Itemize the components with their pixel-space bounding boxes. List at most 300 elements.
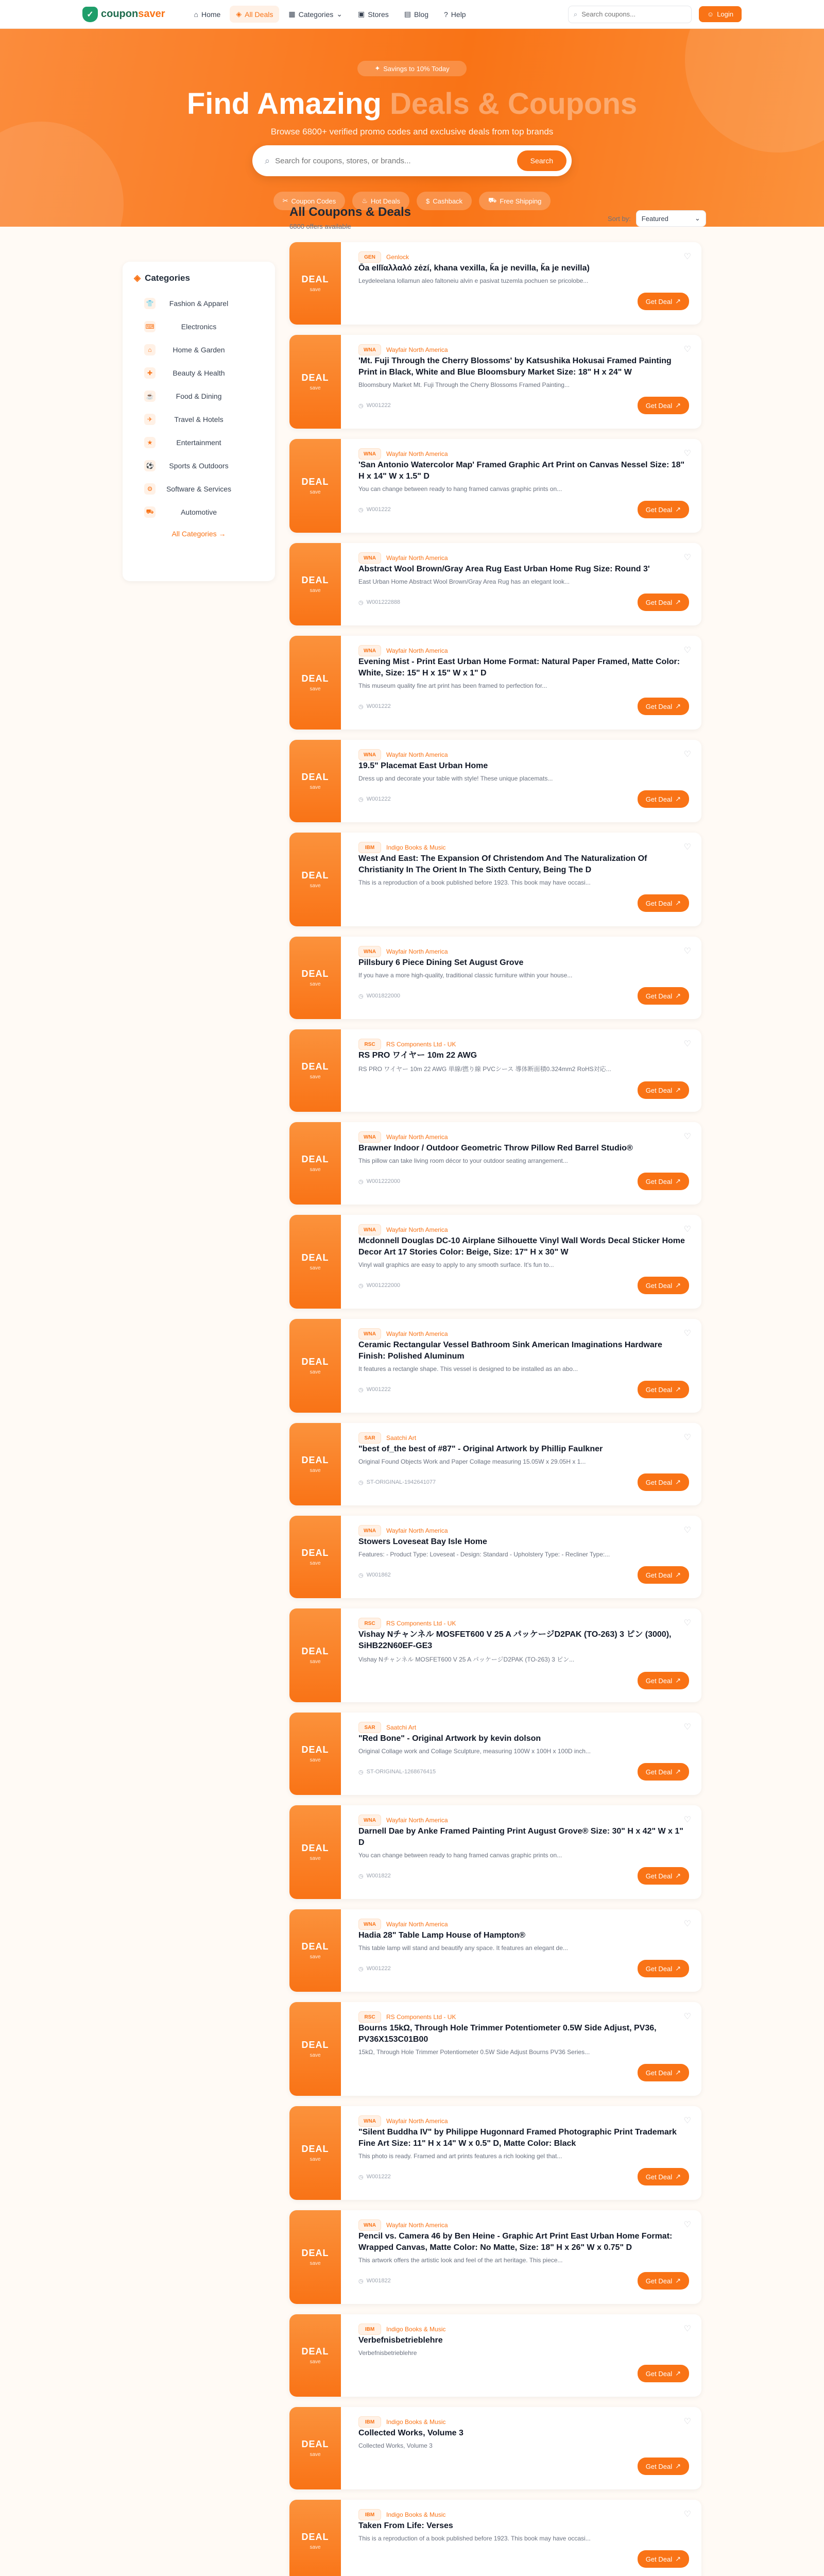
deal-badge [289,2500,341,2576]
store-name-link[interactable]: Wayfair North America [386,1817,448,1824]
deal-code [358,1386,391,1393]
clock-icon: ◷ [358,1873,364,1879]
sidebar-item-category[interactable] [134,292,264,315]
store-name-link[interactable]: Wayfair North America [386,948,448,955]
store-row [358,1618,689,1629]
external-link-icon: ↗ [675,2555,681,2563]
home-icon: ⌂ [194,10,198,19]
store-name-link[interactable]: Indigo Books & Music [386,2511,446,2518]
deal-footer [358,2064,689,2081]
store-row [358,1815,689,1826]
nav-link-label: Stores [368,10,389,19]
sidebar-item-category[interactable] [134,477,264,500]
shield-logo-icon: ✓ [82,7,98,22]
deal-badge [289,1319,341,1413]
heart-icon[interactable]: ♡ [683,2510,691,2519]
heart-icon[interactable]: ♡ [683,2325,691,2333]
deal-card [289,2002,701,2096]
hero-title-main: Find Amazing [186,87,382,121]
deal-title[interactable]: Abstract Wool Brown/Gray Area Rug East Urban Home Rug Size: Round 3' [358,565,650,573]
all-categories-link[interactable]: All Categories → [171,530,226,538]
deal-description: This pillow can take living room décor to your outdoor seating arrangement... [358,1157,568,1164]
deal-badge [289,2314,341,2397]
store-logo: WNA [358,749,381,760]
sort-select[interactable] [636,210,706,227]
get-deal-button[interactable] [638,293,689,310]
deal-title[interactable]: Verbefnisbetrieblehre [358,2336,443,2345]
category-icon: ⚙ [144,483,156,495]
deal-label: DEAL [301,772,329,782]
deal-badge [289,335,341,429]
category-label: Electronics [181,322,217,331]
deal-badge [289,242,341,325]
deal-label: DEAL [301,1843,329,1853]
deal-description: Vinyl wall graphics are easy to apply to any smooth surface. It's fun to... [358,1261,554,1268]
get-deal-label: Get Deal [645,899,673,907]
get-deal-button[interactable] [638,1081,689,1099]
sidebar-item-category[interactable] [134,338,264,361]
deal-card [289,1215,701,1309]
deal-code [358,796,391,803]
get-deal-button[interactable] [638,790,689,808]
clock-icon: ◷ [358,1386,364,1393]
deal-title[interactable]: Bourns 15kΩ, Through Hole Trimmer Potentiometer 0.5W Side Adjust, PV36, PV36X153C01B00 [358,2024,657,2044]
hero-title-accent: Deals & Coupons [390,87,638,121]
store-name-link[interactable]: Indigo Books & Music [386,844,446,851]
deal-footer [358,397,689,414]
deal-footer [358,1173,689,1190]
store-name-link[interactable]: Saatchi Art [386,1724,417,1731]
heart-icon[interactable]: ♡ [683,1920,691,1928]
deal-card [289,1423,701,1505]
heart-icon[interactable]: ♡ [683,646,691,655]
heart-icon[interactable]: ♡ [683,345,691,354]
deal-label: DEAL [301,2346,329,2357]
deal-sub: save [310,2452,321,2458]
sidebar-item-category[interactable] [134,408,264,431]
store-row [358,1432,689,1444]
store-row [358,344,689,355]
store-logo: SAR [358,1432,381,1444]
deal-sub: save [310,785,321,790]
heart-icon[interactable]: ♡ [683,2221,691,2229]
deal-title[interactable]: Ōa ellĭαλλαλό zėzí, khana vexilla, ǩa je nevilla, ǩa je nevilla) [358,264,590,273]
clock-icon: ◷ [358,599,364,606]
heart-icon[interactable]: ♡ [683,252,691,261]
clock-icon: ◷ [358,1178,364,1185]
store-logo: WNA [358,2115,381,2127]
deal-footer [358,1867,689,1885]
hero-decor-circle [0,122,124,227]
hero-pill[interactable] [417,192,472,210]
heart-icon[interactable]: ♡ [683,1619,691,1628]
external-link-icon: ↗ [675,1872,681,1879]
store-name-link[interactable]: Genlock [386,253,409,261]
store-logo: RSC [358,2011,381,2023]
hero-badge [357,61,467,76]
store-row [358,2416,689,2428]
deal-footer [358,698,689,715]
deal-sub: save [310,2545,321,2550]
heart-icon[interactable]: ♡ [683,1526,691,1535]
nav-search-box[interactable] [568,6,692,23]
deal-title[interactable]: 19.5" Placemat East Urban Home [358,761,488,770]
get-deal-button[interactable] [638,2168,689,2185]
get-deal-button[interactable] [638,698,689,715]
deal-code [358,1572,391,1579]
external-link-icon: ↗ [675,1177,681,1185]
deal-description: You can change between ready to hang framed canvas graphic prints on... [358,1852,562,1859]
nav-link-blog[interactable] [398,6,435,23]
sort-value: Featured [641,214,668,223]
deal-code-text: W001222000 [366,1178,401,1184]
deal-description: This photo is ready. Framed and art prints features a rich looking gel that... [358,2153,562,2160]
get-deal-button[interactable] [638,2458,689,2475]
deal-description: Bloomsbury Market Mt. Fuji Through the Cherry Blossoms Framed Painting... [358,381,570,388]
deal-title[interactable]: Stowers Loveseat Bay Isle Home [358,1537,487,1546]
get-deal-button[interactable] [638,1763,689,1781]
store-name-link[interactable]: Wayfair North America [386,346,448,353]
store-name-link[interactable]: RS Components Ltd - UK [386,2013,456,2021]
deal-card-body [341,439,701,533]
store-name-link[interactable]: Saatchi Art [386,1434,417,1442]
store-name-link[interactable]: Indigo Books & Music [386,2326,446,2333]
nav-link-categories[interactable] [282,6,349,23]
get-deal-button[interactable] [638,1173,689,1190]
get-deal-label: Get Deal [645,2069,673,2077]
clock-icon: ◷ [358,506,364,513]
get-deal-button[interactable] [638,2272,689,2290]
clock-icon: ◷ [358,1769,364,1775]
sidebar-item-category[interactable] [134,315,264,338]
list-title: All Coupons & Deals [289,205,411,219]
external-link-icon: ↗ [675,2462,681,2470]
category-icon: ✚ [144,367,156,379]
get-deal-label: Get Deal [645,2462,673,2470]
sparkle-icon: ✦ [374,64,381,72]
deal-sub: save [310,1757,321,1763]
store-name-link[interactable]: Wayfair North America [386,2117,448,2125]
category-icon: ⚽ [144,460,156,471]
external-link-icon: ↗ [675,1964,681,1972]
hero-search-input[interactable] [275,157,512,165]
deal-code-text: W001222 [366,2174,391,2180]
get-deal-button[interactable] [638,594,689,611]
deal-sub: save [310,981,321,987]
tag-icon: ◈ [134,273,141,283]
store-logo: WNA [358,1131,381,1143]
store-row [358,842,689,853]
deal-title[interactable]: "Red Bone" - Original Artwork by kevin dolson [358,1734,541,1743]
sidebar-item-category[interactable] [134,500,264,523]
store-name-link[interactable]: Wayfair North America [386,751,448,758]
deal-description: You can change between ready to hang framed canvas graphic prints on... [358,485,562,493]
category-list [134,292,264,523]
store-name-link[interactable]: Wayfair North America [386,1226,448,1233]
store-row [358,2509,689,2520]
deal-label: DEAL [301,1941,329,1952]
deal-description: It features a rectangle shape. This vessel is designed to be installed as an abo... [358,1365,578,1372]
get-deal-label: Get Deal [645,1385,673,1394]
deal-code [358,1965,391,1972]
deal-card-body [341,2407,701,2489]
fire-icon: ♨ [362,197,368,205]
hero-filter-pills [0,192,824,210]
deal-card [289,2407,701,2489]
get-deal-button[interactable] [638,894,689,912]
deal-cards [289,242,701,2576]
deal-title[interactable]: Mcdonnell Douglas DC-10 Airplane Silhouette Vinyl Wall Words Decal Sticker Home Decor Art 17 Stories Color: Beige, Size: 17" H x 30" W [358,1236,685,1257]
deal-title[interactable]: "Silent Buddha IV" by Philippe Hugonnard Framed Photographic Print Trademark Fine Art Size: 11" H x 14" W x 0.5" D, Matte Color: Black [358,2128,677,2148]
deal-label: DEAL [301,1455,329,1465]
deal-description: 15kΩ, Through Hole Trimmer Potentiometer 0.5W Side Adjust Bourns PV36 Series... [358,2048,590,2056]
get-deal-label: Get Deal [645,2555,673,2563]
login-button[interactable] [699,6,742,22]
store-name-link[interactable]: Wayfair North America [386,450,448,457]
heart-icon[interactable]: ♡ [683,1329,691,1338]
store-logo: GEN [358,251,381,263]
get-deal-button[interactable] [638,1566,689,1584]
external-link-icon: ↗ [675,1768,681,1775]
get-deal-button[interactable] [638,1277,689,1294]
heart-icon[interactable]: ♡ [683,449,691,458]
nav-link-stores[interactable] [352,6,395,23]
deal-title[interactable]: "best of_the best of #87" - Original Artwork by Phillip Faulkner [358,1445,603,1453]
store-row [358,1525,689,1536]
store-name-link[interactable]: Indigo Books & Music [386,2418,446,2426]
heart-icon[interactable]: ♡ [683,1040,691,1048]
deal-title[interactable]: Evening Mist - Print East Urban Home Format: Natural Paper Framed, Matte Color: White, Size: 15" H x 15" W x 1" D [358,657,680,677]
deal-title[interactable]: Hadia 28" Table Lamp House of Hampton® [358,1931,526,1940]
sidebar-item-category[interactable] [134,361,264,384]
deal-title[interactable]: Pillsbury 6 Piece Dining Set August Grove [358,958,524,967]
deal-title[interactable]: 'Mt. Fuji Through the Cherry Blossoms' by Katsushika Hokusai Framed Painting Print in Black, White and Blue Bloomsbury Market Size: 18" H x 24" W [358,357,672,377]
brand-name-b: saver [138,8,165,20]
deal-card-body [341,2500,701,2576]
deal-title[interactable]: Taken From Life: Verses [358,2521,453,2530]
deal-code [358,506,391,513]
store-icon: ▣ [358,10,365,18]
deal-label: DEAL [301,575,329,585]
deal-description: RS PRO ワイヤー 10m 22 AWG 単線/撚り線 PVCシース 導体断面積0.324mm2 RoHS対応... [358,1065,611,1073]
get-deal-label: Get Deal [645,1676,673,1685]
deal-card [289,1608,701,1702]
deal-title[interactable]: Pencil vs. Camera 46 by Ben Heine - Graphic Art Print East Urban Home Format: Wrapped Canvas, Matte Color: No Matte, Size: 18" H x 26" W x 0.75" D [358,2232,673,2252]
deal-footer [358,1473,689,1491]
heart-icon[interactable]: ♡ [683,1723,691,1732]
nav-link-label: Categories [298,10,334,19]
deal-label: DEAL [301,1548,329,1558]
deal-title[interactable]: Ceramic Rectangular Vessel Bathroom Sink American Imaginations Hardware Finish: Polished Aluminum [358,1341,662,1361]
deal-card [289,2106,701,2200]
deal-label: DEAL [301,1252,329,1263]
deal-card [289,543,701,625]
store-name-link[interactable]: RS Components Ltd - UK [386,1041,456,1048]
store-name-link[interactable]: Wayfair North America [386,2222,448,2229]
deal-card-body [341,636,701,730]
deal-footer [358,501,689,518]
deal-label: DEAL [301,1154,329,1164]
heart-icon[interactable]: ♡ [683,2116,691,2125]
deal-badge [289,1516,341,1598]
deal-title[interactable]: Brawner Indoor / Outdoor Geometric Throw Pillow Red Barrel Studio® [358,1144,633,1153]
heart-icon[interactable]: ♡ [683,947,691,956]
get-deal-button[interactable] [638,2550,689,2568]
deal-footer [358,1960,689,1977]
category-icon: ✈ [144,414,156,425]
hero-badge-text: Savings to 10% Today [383,64,450,73]
categories-sidebar [123,262,275,581]
nav-link-all-deals[interactable] [230,6,279,23]
deal-title[interactable]: Collected Works, Volume 3 [358,2429,464,2437]
hero-search-button[interactable]: Search [517,150,566,171]
chevron-down-icon: ⌄ [336,10,343,18]
category-icon: ⌂ [144,344,156,355]
deal-title[interactable]: West And East: The Expansion Of Christendom And The Naturalization Of Christianity In The Orient In The Sixth Century, Being The D [358,854,647,874]
heart-icon[interactable]: ♡ [683,2012,691,2021]
store-name-link[interactable]: Wayfair North America [386,647,448,654]
brand-name-a: coupon [101,8,139,20]
deal-description: This artwork offers the artistic look and feel of the art heritage. This piece... [358,2257,563,2264]
store-logo: IBM [358,842,381,853]
deal-card-body [341,2210,701,2304]
store-name-link[interactable]: Wayfair North America [386,554,448,562]
deal-sub: save [310,385,321,391]
deal-badge [289,2210,341,2304]
deal-card-body [341,335,701,429]
heart-icon[interactable]: ♡ [683,750,691,759]
hero-search-box[interactable] [252,145,572,176]
deal-sub: save [310,588,321,594]
sidebar-item-category[interactable] [134,384,264,408]
deal-title[interactable]: Darnell Dae by Anke Framed Painting Print August Grove® Size: 30" H x 42" W x 1" D [358,1827,683,1847]
deal-badge [289,636,341,730]
category-label: Sports & Outdoors [169,461,229,470]
deal-code-text: W001222 [366,1965,391,1972]
heart-icon[interactable]: ♡ [683,1816,691,1824]
category-label: Travel & Hotels [174,415,224,423]
deal-code-text: ST-ORIGINAL-1268676415 [366,1769,436,1775]
heart-icon[interactable]: ♡ [683,2417,691,2426]
grid-icon: ▦ [288,10,296,18]
get-deal-label: Get Deal [645,1478,673,1486]
store-name-link[interactable]: RS Components Ltd - UK [386,1620,456,1627]
deal-footer [358,2365,689,2382]
store-logo: RSC [358,1039,381,1050]
deal-footer [358,1277,689,1294]
nav-link-label: Help [451,10,466,19]
deal-sub: save [310,1369,321,1375]
heart-icon[interactable]: ♡ [683,1225,691,1234]
sidebar-item-category[interactable] [134,454,264,477]
cashback-icon: $ [426,197,430,205]
get-deal-button[interactable] [638,1867,689,1885]
deal-badge [289,1122,341,1205]
deal-description: This is a reproduction of a book published before 1923. This book may have occasi... [358,879,591,886]
get-deal-label: Get Deal [645,1086,673,1094]
deal-description: Verbefnisbetrieblehre [358,2349,417,2357]
get-deal-label: Get Deal [645,505,673,514]
external-link-icon: ↗ [675,1571,681,1579]
get-deal-button[interactable] [638,501,689,518]
category-label: Food & Dining [176,392,222,400]
deal-footer [358,1566,689,1584]
sort-label: Sort by: [608,214,631,223]
deal-title[interactable]: Vishay Nチャンネル MOSFET600 V 25 A パッケージD2PAK (TO-263) 3 ピン (3000), SiHB22N60EF-GE3 [358,1630,672,1650]
get-deal-button[interactable] [638,2365,689,2382]
deal-footer [358,2272,689,2290]
deal-label: DEAL [301,1646,329,1656]
brand-logo[interactable] [82,7,165,22]
store-name-link[interactable]: Wayfair North America [386,1921,448,1928]
nav-link-home[interactable] [188,6,227,23]
store-name-link[interactable]: Wayfair North America [386,1330,448,1337]
get-deal-label: Get Deal [645,1872,673,1880]
deal-title[interactable]: 'San Antonio Watercolor Map' Framed Graphic Art Print on Canvas Nessel Size: 18" H x 14" W x 1.5" D [358,461,685,481]
nav-search-input[interactable] [581,10,679,18]
deal-description: Dress up and decorate your table with style! These unique placemats... [358,775,553,782]
deal-description: Original Collage work and Collage Sculpture, measuring 100W x 100H x 100D inch... [358,1748,591,1755]
hero-pill-label: Hot Deals [370,197,400,205]
get-deal-button[interactable] [638,397,689,414]
deal-sub: save [310,287,321,293]
deal-label: DEAL [301,2040,329,2050]
deal-label: DEAL [301,2439,329,2449]
get-deal-button[interactable] [638,987,689,1005]
deal-label: DEAL [301,477,329,487]
heart-icon[interactable]: ♡ [683,553,691,562]
store-row [358,552,689,564]
deal-sub: save [310,2261,321,2266]
store-logo: WNA [358,645,381,656]
deal-code [358,1282,400,1289]
hero-pill[interactable] [479,192,551,210]
deal-code [358,599,400,606]
deal-label: DEAL [301,969,329,979]
get-deal-button[interactable] [638,2064,689,2081]
deal-card [289,1516,701,1598]
category-label: Entertainment [176,438,221,447]
get-deal-button[interactable] [638,1473,689,1491]
deal-badge [289,740,341,822]
nav-link-help[interactable] [438,6,472,23]
category-icon: 👕 [144,298,156,309]
store-name-link[interactable]: Wayfair North America [386,1527,448,1534]
deal-title[interactable]: RS PRO ワイヤー 10m 22 AWG [358,1051,477,1060]
clock-icon: ◷ [358,1965,364,1972]
deal-code-text: W001822000 [366,993,401,999]
deal-card-body [341,543,701,625]
external-link-icon: ↗ [675,1478,681,1486]
get-deal-button[interactable] [638,1672,689,1689]
deal-card [289,242,701,325]
list-count: 6800 offers available [289,223,351,230]
category-label: Fashion & Apparel [169,299,229,308]
sidebar-item-category[interactable] [134,431,264,454]
store-name-link[interactable]: Wayfair North America [386,1133,448,1141]
deal-code [358,993,400,999]
deal-footer [358,894,689,912]
get-deal-button[interactable] [638,1381,689,1398]
heart-icon[interactable]: ♡ [683,1132,691,1141]
hero-pill-label: Cashback [433,197,463,205]
deal-card [289,439,701,533]
store-logo: IBM [358,2416,381,2428]
heart-icon[interactable]: ♡ [683,1433,691,1442]
deal-card-body [341,740,701,822]
get-deal-button[interactable] [638,1960,689,1977]
heart-icon[interactable]: ♡ [683,843,691,852]
